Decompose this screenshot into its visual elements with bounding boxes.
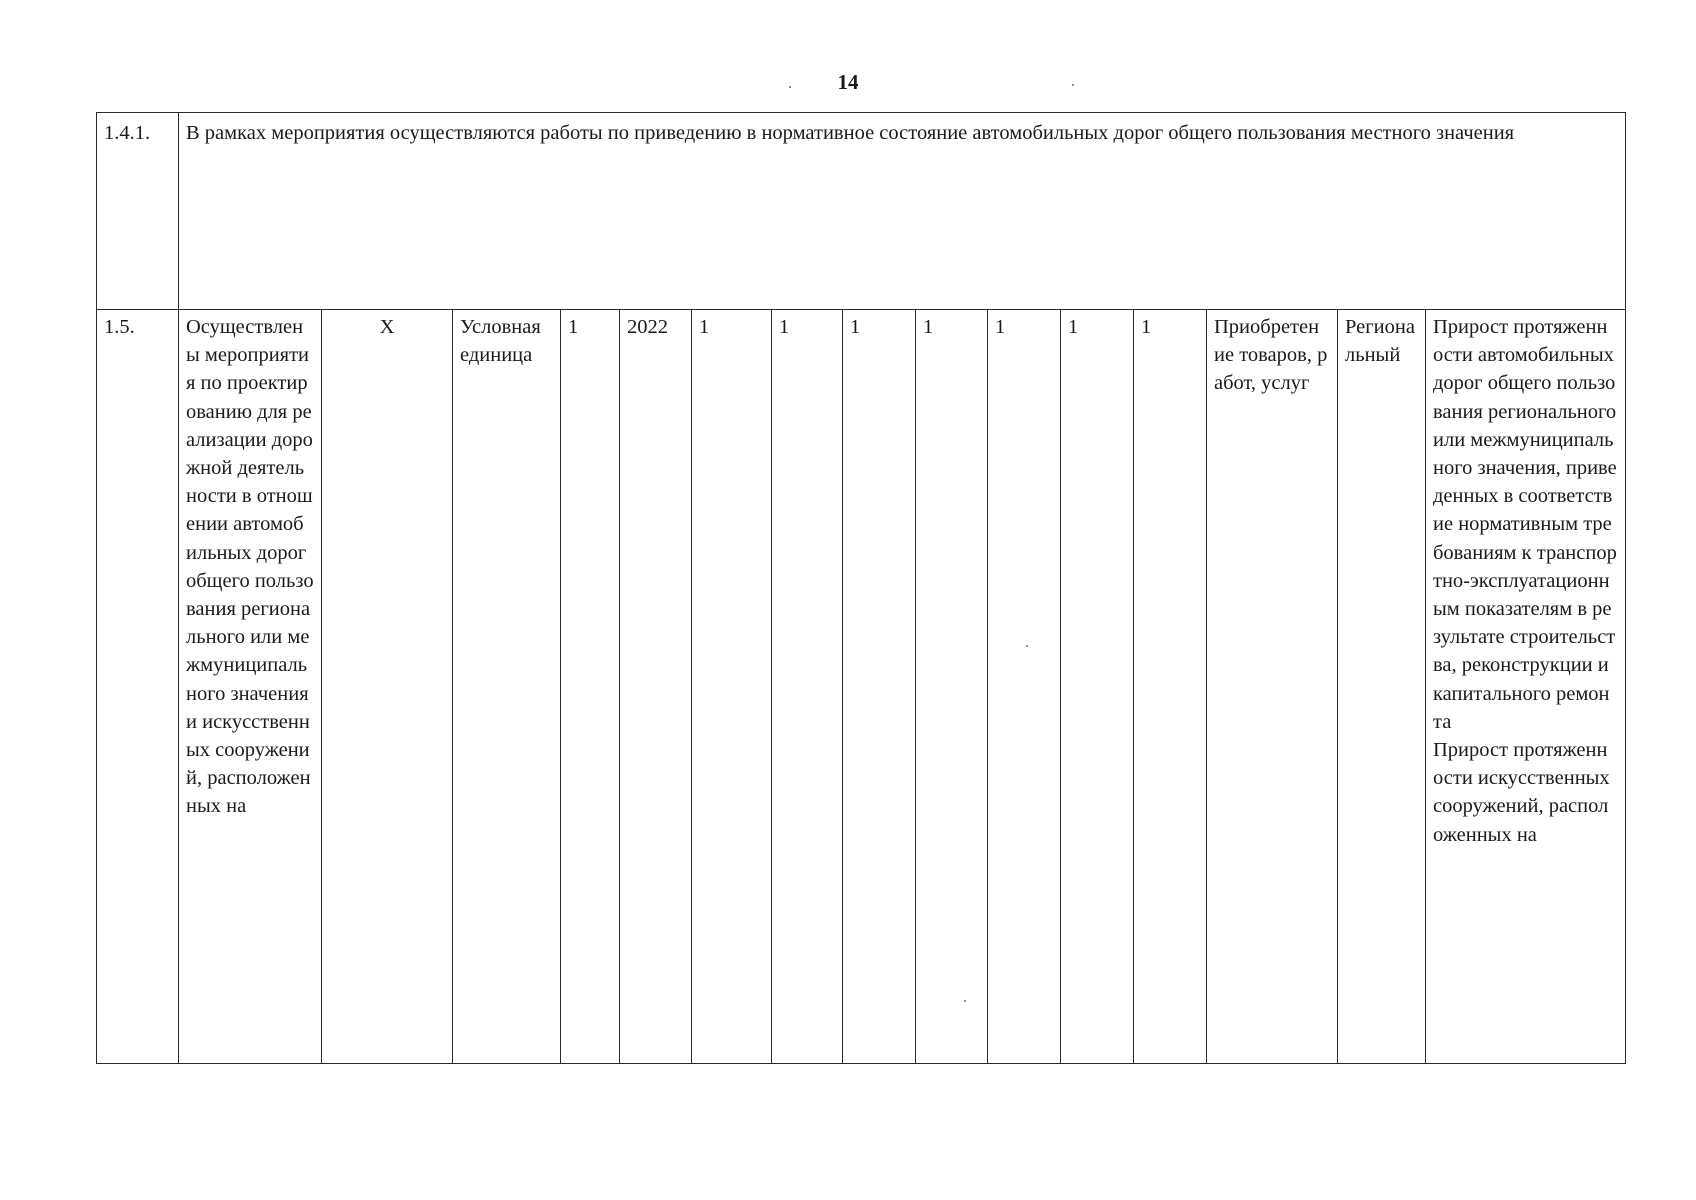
table-row [97, 310, 1626, 1064]
measure-name: Осуществлены мероприятия по проектированию для реализации дорожной деятельности в отношении автомобильных дорог общего пользования регионального или межмуниципального значения и искусственных сооружений, расположенных на [179, 310, 322, 1064]
value-cell: 1 [916, 310, 988, 1064]
value-cell: 1 [988, 310, 1061, 1064]
scan-speck [964, 1000, 966, 1002]
value-cell: 1 [692, 310, 772, 1064]
result-text: Прирост протяженности искусственных сооружений, расположенных на [1433, 739, 1610, 846]
value-cell: 1 [772, 310, 843, 1064]
page-number: 14 [837, 70, 859, 94]
base-year-cell: 2022 [620, 310, 692, 1064]
value-cell: 1 [843, 310, 916, 1064]
measure-type-cell: Приобретение товаров, работ, услуг [1207, 310, 1338, 1064]
row-number: 1.4.1. [97, 113, 179, 310]
mark-cell: X [322, 310, 453, 1064]
scan-speck [789, 86, 791, 88]
level-cell: Региональный [1338, 310, 1426, 1064]
scan-speck [1026, 645, 1028, 647]
measure-description: В рамках мероприятия осуществляются работы по приведению в нормативное состояние автомобильных дорог общего пользования местного значения [179, 113, 1626, 310]
value-cell: 1 [1134, 310, 1207, 1064]
unit-cell: Условная единица [453, 310, 561, 1064]
result-cell [1426, 310, 1626, 1064]
table-row [97, 113, 1626, 310]
measures-table [96, 112, 1626, 1064]
scan-speck [1072, 84, 1074, 86]
row-number: 1.5. [97, 310, 179, 1064]
value-cell: 1 [1061, 310, 1134, 1064]
base-value-cell: 1 [561, 310, 620, 1064]
result-text: Прирост протяженности автомобильных дорог общего пользования регионального или межмуниципального значения, приведенных в соответствие нормативным требованиям к транспортно-эксплуатационным показателям в результате строительства, реконструкции и капитального ремонта [1433, 316, 1617, 733]
